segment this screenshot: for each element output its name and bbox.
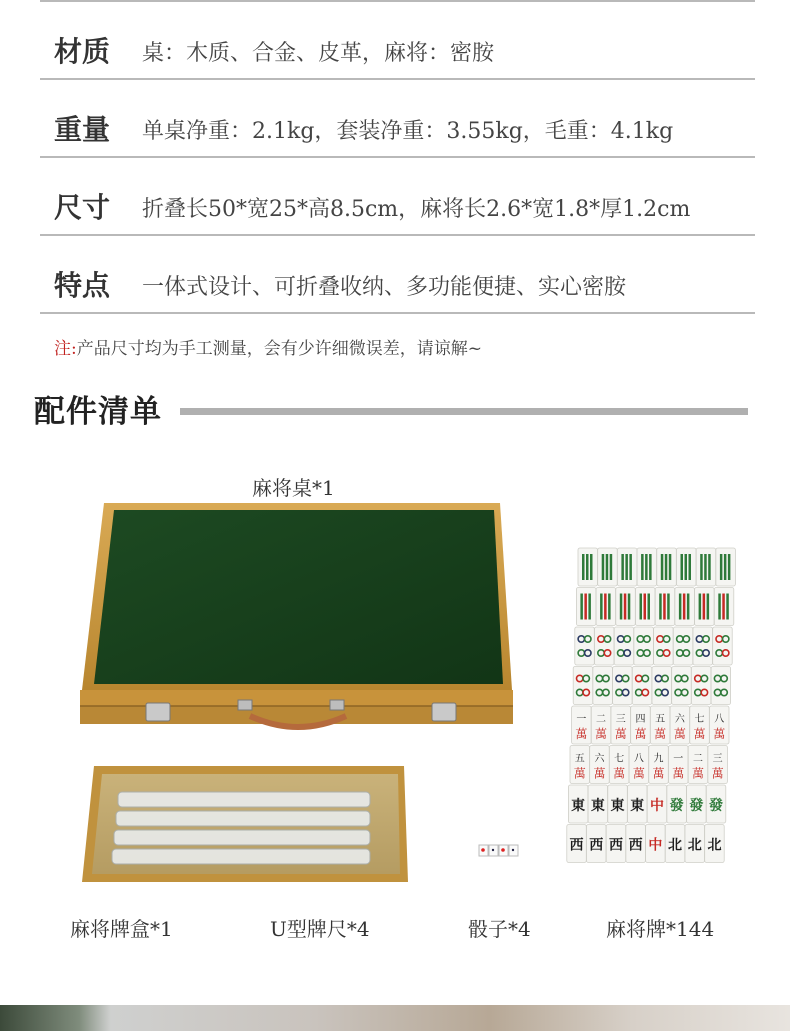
svg-text:東: 東 xyxy=(610,798,625,814)
caption-dice: 骰子*4 xyxy=(468,917,531,941)
svg-text:七: 七 xyxy=(694,714,705,725)
svg-text:萬: 萬 xyxy=(652,766,665,781)
svg-text:一: 一 xyxy=(576,714,587,725)
svg-text:萬: 萬 xyxy=(673,727,686,741)
svg-text:八: 八 xyxy=(633,753,644,765)
svg-text:萬: 萬 xyxy=(691,766,704,781)
svg-text:六: 六 xyxy=(674,714,685,725)
svg-text:發: 發 xyxy=(669,798,684,814)
note-text: 产品尺寸均为手工测量，会有少许细微误差，请谅解~ xyxy=(76,339,482,359)
mahjong-table-image xyxy=(80,503,513,727)
svg-text:西: 西 xyxy=(608,837,623,854)
svg-text:萬: 萬 xyxy=(595,727,608,741)
svg-text:五: 五 xyxy=(574,753,585,765)
mahjong-tiles-image xyxy=(567,548,736,863)
svg-text:東: 東 xyxy=(630,798,645,814)
svg-text:萬: 萬 xyxy=(634,727,647,741)
svg-text:四: 四 xyxy=(635,714,646,725)
svg-text:一: 一 xyxy=(673,753,684,765)
svg-text:二: 二 xyxy=(596,714,607,725)
svg-text:六: 六 xyxy=(594,753,605,765)
spec-label: 尺寸 xyxy=(54,191,111,224)
svg-text:萬: 萬 xyxy=(632,766,645,781)
next-section-photo-strip xyxy=(0,1005,790,1031)
caption-rulers: U型牌尺*4 xyxy=(270,917,370,941)
svg-text:發: 發 xyxy=(709,798,724,814)
svg-text:萬: 萬 xyxy=(693,727,706,741)
svg-text:萬: 萬 xyxy=(614,727,627,741)
svg-text:中: 中 xyxy=(649,798,664,814)
spec-value: 折叠长50*宽25*高8.5cm，麻将长2.6*宽1.8*厚1.2cm xyxy=(142,197,691,222)
tile-box-image xyxy=(82,766,408,882)
svg-text:發: 發 xyxy=(689,798,704,814)
svg-text:西: 西 xyxy=(628,837,643,854)
svg-text:北: 北 xyxy=(668,837,683,854)
caption-table: 麻将桌*1 xyxy=(252,476,335,500)
spec-label: 材质 xyxy=(54,35,111,68)
svg-text:萬: 萬 xyxy=(573,766,586,781)
svg-text:東: 東 xyxy=(571,798,586,814)
spec-value: 一体式设计、可折叠收纳、多功能便捷、实心密胺 xyxy=(142,275,627,300)
svg-text:萬: 萬 xyxy=(654,727,667,741)
svg-text:萬: 萬 xyxy=(672,766,685,781)
svg-text:三: 三 xyxy=(615,714,626,725)
svg-text:七: 七 xyxy=(614,753,625,765)
caption-box: 麻将牌盒*1 xyxy=(70,917,173,941)
spec-label: 特点 xyxy=(54,269,111,302)
svg-text:萬: 萬 xyxy=(575,727,588,741)
spec-value: 单桌净重：2.1kg，套装净重：3.55kg，毛重：4.1kg xyxy=(142,119,674,144)
dice-image xyxy=(479,845,518,856)
svg-text:萬: 萬 xyxy=(713,727,726,741)
svg-text:八: 八 xyxy=(714,714,725,725)
svg-text:西: 西 xyxy=(569,837,584,854)
spec-label: 重量 xyxy=(54,113,111,146)
svg-text:東: 東 xyxy=(590,798,605,814)
svg-text:二: 二 xyxy=(692,753,703,765)
svg-text:中: 中 xyxy=(648,837,663,854)
caption-tiles: 麻将牌*144 xyxy=(606,917,715,941)
note-prefix: 注: xyxy=(54,339,77,359)
svg-text:五: 五 xyxy=(655,714,666,725)
svg-text:三: 三 xyxy=(712,753,723,765)
section-title: 配件清单 xyxy=(34,394,162,430)
svg-text:萬: 萬 xyxy=(593,766,606,781)
svg-text:萬: 萬 xyxy=(613,766,626,781)
spec-value: 桌：木质、合金、皮革，麻将：密胺 xyxy=(142,41,495,66)
svg-text:北: 北 xyxy=(687,837,702,854)
svg-text:萬: 萬 xyxy=(711,766,724,781)
svg-text:北: 北 xyxy=(707,837,722,854)
svg-text:九: 九 xyxy=(653,753,664,765)
svg-text:西: 西 xyxy=(589,837,604,854)
